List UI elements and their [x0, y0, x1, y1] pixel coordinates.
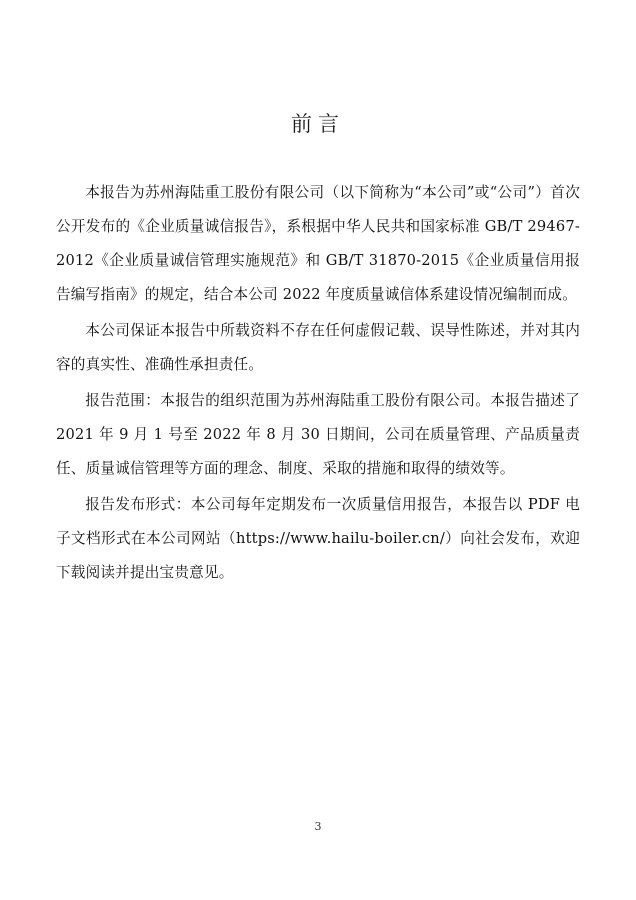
- paragraph-2: 本公司保证本报告中所载资料不存在任何虚假记载、误导性陈述，并对其内容的真实性、准确性承担责任。: [56, 322, 580, 373]
- page-title: 前言: [291, 112, 345, 136]
- paragraph-3: 报告范围：本报告的组织范围为苏州海陆重工股份有限公司。本报告描述了 2021 年 9 月 1 号至 2022 年 8 月 30 日期间，公司在质量管理、产品质量责任、质量诚信管理等方面的理念、制度、采取的措施和取得的绩效等。: [56, 392, 580, 477]
- paragraph-1: 本报告为苏州海陆重工股份有限公司（以下简称为“本公司”或“公司”）首次公开发布的《企业质量诚信报告》，系根据中华人民共和国家标准 GB/T 29467-2012《企业质量诚信管理实施规范》和 GB/T 31870-2015《企业质量信用报告编写指南》的规定，结合本公司 2022 年度质量诚信体系建设情况编制而成。: [56, 184, 580, 303]
- page-number: 3: [314, 820, 322, 833]
- page-content-area: [56, 0, 580, 900]
- paragraph-4: 报告发布形式：本公司每年定期发布一次质量信用报告，本报告以 PDF 电子文档形式在本公司网站（https://www.hailu-boiler.cn/）向社会发布，欢迎下载阅读并提出宝贵意见。: [56, 496, 580, 581]
- document-body: [56, 176, 580, 590]
